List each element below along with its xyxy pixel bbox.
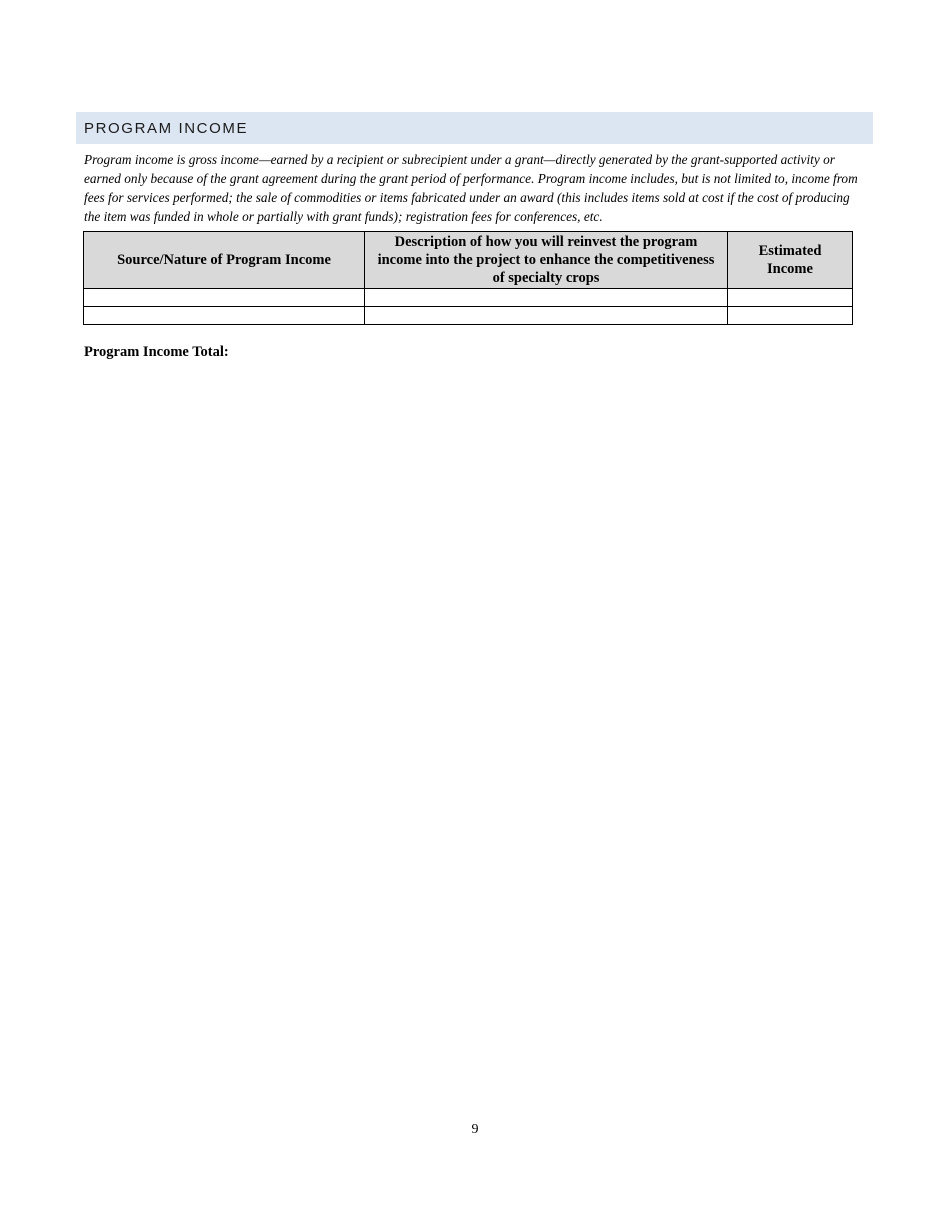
header-source-nature: Source/Nature of Program Income bbox=[84, 232, 365, 289]
section-title: PROGRAM INCOME bbox=[84, 119, 249, 137]
page-number: 9 bbox=[471, 1122, 479, 1137]
program-income-table bbox=[83, 231, 853, 325]
description-cell[interactable] bbox=[365, 289, 728, 307]
header-reinvestment-description: Description of how you will reinvest the program income into the project to enhance the competitiveness of specialty crops bbox=[365, 232, 728, 289]
estimated-income-cell[interactable] bbox=[728, 289, 853, 307]
source-cell[interactable] bbox=[84, 307, 365, 325]
header-estimated-income: Estimated Income bbox=[728, 232, 853, 289]
program-income-total-label: Program Income Total: bbox=[84, 344, 229, 360]
table-row bbox=[84, 307, 853, 325]
estimated-income-cell[interactable] bbox=[728, 307, 853, 325]
section-heading bbox=[76, 112, 873, 144]
table-row bbox=[84, 289, 853, 307]
description-cell[interactable] bbox=[365, 307, 728, 325]
source-cell[interactable] bbox=[84, 289, 365, 307]
table-header-row bbox=[84, 232, 853, 289]
program-income-description: Program income is gross income—earned by a recipient or subrecipient under a grant—directly generated by the grant-supported activity or earned only because of the grant agreement during the grant period of performance. Program income includes, but is not limited to, income from fees for services performed; the sale of commodities or items fabricated under an award (this includes items sold at cost if the cost of producing the item was funded in whole or partially with grant funds); registration fees for conferences, etc. bbox=[84, 152, 858, 224]
